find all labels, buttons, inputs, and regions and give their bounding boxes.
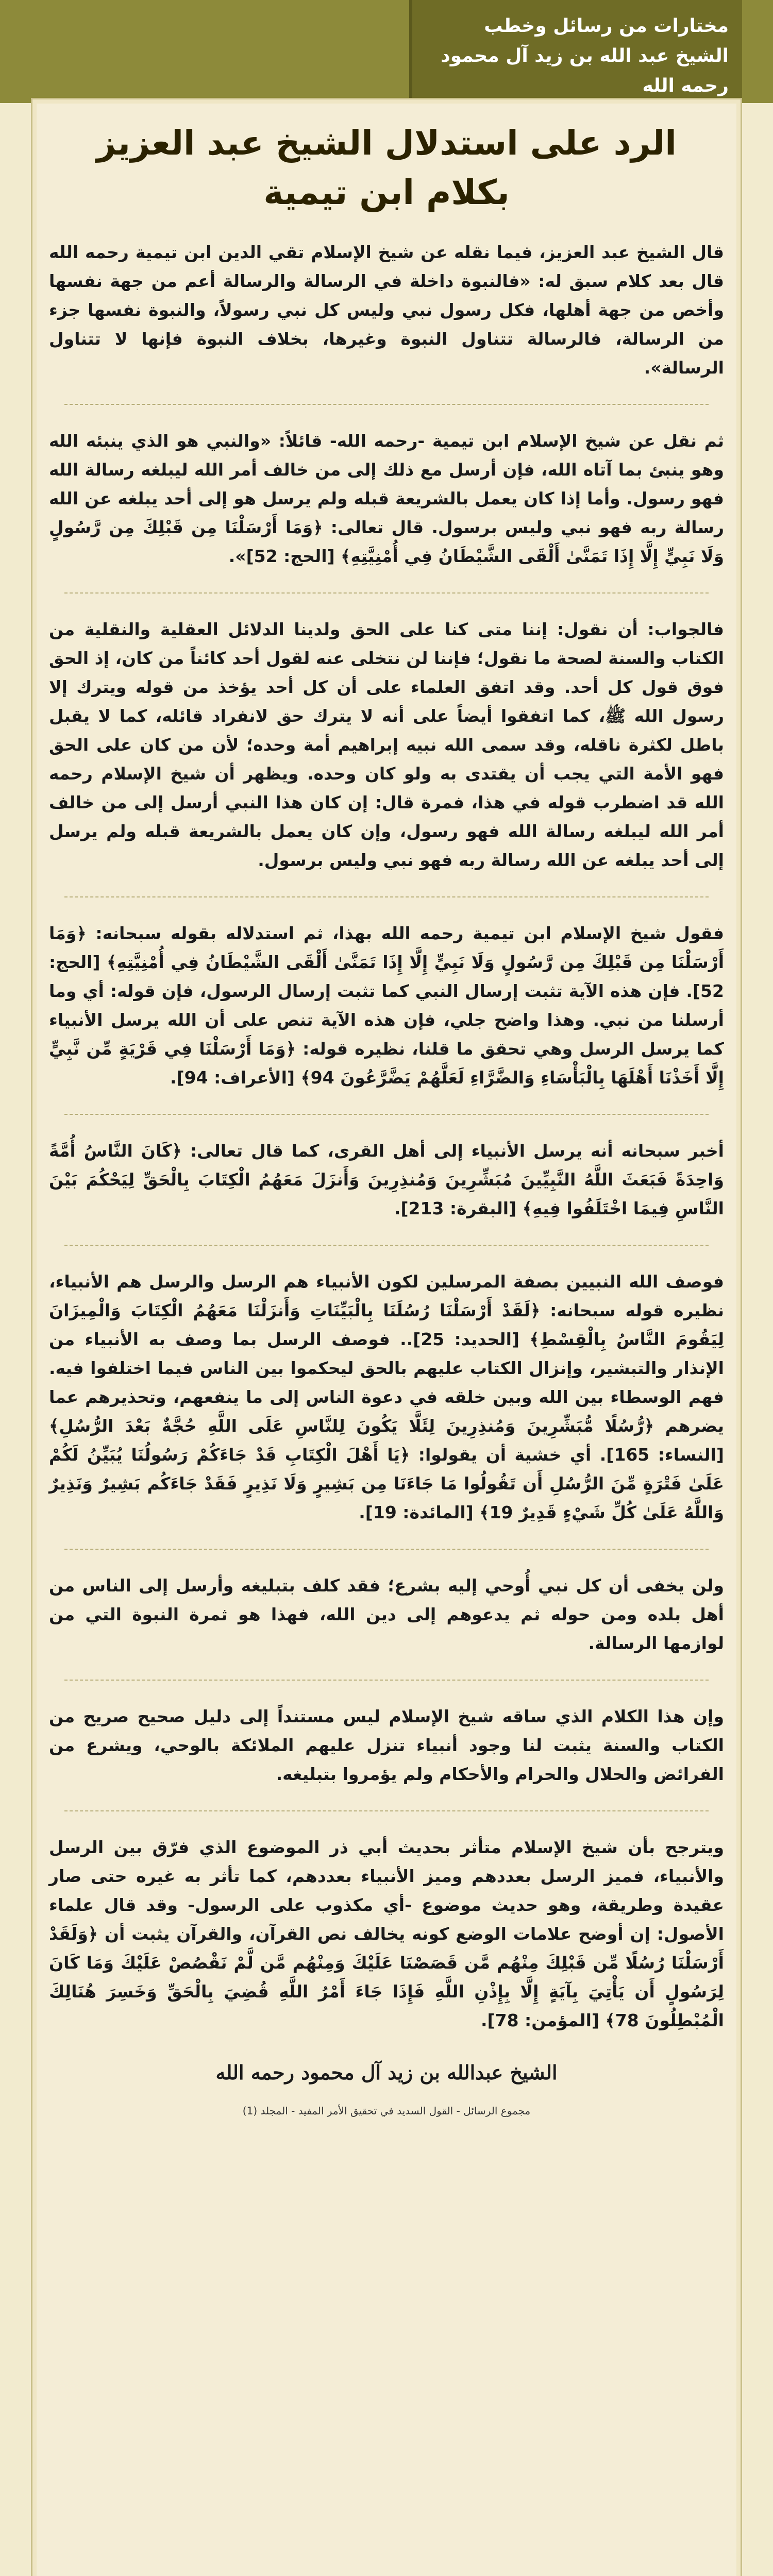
paragraph: وإن هذا الكلام الذي ساقه شيخ الإسلام ليس مستنداً إلى دليل صحيح صريح من الكتاب والسنة يثبت لنا وجود أنبياء تنزل عليهم الملائكة بالوحي، ويشرع من الفرائض والحلال والحرام والأحكام ولم يؤمروا بتبليغه. (49, 1706, 724, 1784)
article-title: الرد على استدلال الشيخ عبد العزيز بكلام ابن تيمية (96, 123, 677, 212)
paragraph: فالجواب: أن نقول: إننا متى كنا على الحق ولدينا الدلائل العقلية والنقلية من الكتاب والسنة لصحة ما نقول؛ فإننا لن نتخلى عنه لقول أحد كائناً من كان، إذ الحق فوق قول كل أحد. وقد اتفق العلماء على أن كل أحد يؤخذ من قوله ويترك إلا رسول الله ﷺ، كما اتفقوا أيضاً على أنه لا يترك حق لانفراد قائله، كما لا يقبل باطل لكثرة ناقله، وقد سمى الله نبيه إبراهيم أمة وحده؛ لأن من كان على الحق فهو الأمة التي يجب أن يقتدى به ولو كان وحده. ويظهر أن شيخ الإسلام رحمه الله قد اضطرب قوله في هذا، فمرة قال: إن كان هذا النبي أرسل إلى من خالف أمر الله ليبلغه رسالة الله فهو رسول، وإن كان يعمل بالشريعة قبله ولم يرسل إلى أحد يبلغه عن الله رسالة ربه فهو نبي وليس برسول. (49, 619, 724, 870)
source-citation: مجموع الرسائل - القول السديد في تحقيق الأمر المفيد - المجلد (1) (242, 2105, 531, 2117)
header-bar (0, 0, 773, 103)
paragraph: ويترجح بأن شيخ الإسلام متأثر بحديث أبي ذر الموضوع الذي فرّق بين الرسل والأنبياء، فميز الرسل بعددهم وميز الأنبياء بعددهم، كما تأثر به غيره حتى صار عقيدة وطريقة، وهو حديث موضوع -أي مكذوب على الرسول- وقد قال علماء الأصول: إن أوضح علامات الوضع كونه يخالف نص القرآن، والقرآن يثبت أن ﴿وَلَقَدْ أَرْسَلْنَا رُسُلًا مِّن قَبْلِكَ مِنْهُم مَّن قَصَصْنَا عَلَيْكَ وَمِنْهُم مَّن لَّمْ نَقْصُصْ عَلَيْكَ وَمَا كَانَ لِرَسُولٍ أَن يَأْتِيَ بِآيَةٍ إِلَّا بِإِذْنِ اللَّهِ فَإِذَا جَاءَ أَمْرُ اللَّهِ قُضِيَ بِالْحَقِّ وَخَسِرَ هُنَالِكَ الْمُبْطِلُونَ 78﴾ [المؤمن: 78]. (49, 1837, 724, 2030)
paragraph: أخبر سبحانه أنه يرسل الأنبياء إلى أهل القرى، كما قال تعالى: ﴿كَانَ النَّاسُ أُمَّةً وَاحِدَةً فَبَعَثَ اللَّهُ النَّبِيِّينَ مُبَشِّرِينَ وَمُنذِرِينَ وَأَنزَلَ مَعَهُمُ الْكِتَابَ بِالْحَقِّ لِيَحْكُمَ بَيْنَ النَّاسِ فِيمَا اخْتَلَفُوا فِيهِ﴾ [البقرة: 213]. (49, 1141, 724, 1218)
article-content (49, 118, 724, 2117)
divider (64, 1549, 709, 1550)
header-line-1: مختارات من رسائل وخطب (484, 15, 729, 37)
divider (64, 1245, 709, 1246)
paragraph: فقول شيخ الإسلام ابن تيمية رحمه الله بهذا، ثم استدلاله بقوله سبحانه: ﴿وَمَا أَرْسَلْنَا مِن قَبْلِكَ مِن رَّسُولٍ وَلَا نَبِيٍّ إِلَّا إِذَا تَمَنَّىٰ أَلْقَى الشَّيْطَانُ فِي أُمْنِيَّتِهِ﴾ [الحج: 52]. فإن هذه الآية تثبت إرسال النبي كما تثبت إرسال الرسول، فإن قوله: أي وما أرسلنا من نبي. وهذا واضح جلي، فإن هذه الآية تنص على أن الله يرسل الأنبياء كما يرسل الرسل وهي تحقق ما قلنا، نظيره قوله: ﴿وَمَا أَرْسَلْنَا فِي قَرْيَةٍ مِّن نَّبِيٍّ إِلَّا أَخَذْنَا أَهْلَهَا بِالْبَأْسَاءِ وَالضَّرَّاءِ لَعَلَّهُمْ يَضَّرَّعُونَ 94﴾ [الأعراف: 94]. (49, 923, 724, 1088)
divider (64, 896, 709, 897)
header-line-2: الشيخ عبد الله بن زيد آل محمود رحمه الله (441, 45, 729, 96)
divider (64, 1114, 709, 1115)
divider (64, 404, 709, 405)
paragraph: ثم نقل عن شيخ الإسلام ابن تيمية -رحمه الله- قائلاً: «والنبي هو الذي ينبئه الله وهو ينبئ بما آتاه الله، فإن أرسل مع ذلك إلى من خالف أمر الله ليبلغه رسالة الله فهو رسول. وأما إذا كان يعمل بالشريعة قبله ولم يرسل هو إلى أحد يبلغه عن الله رسالة ربه فهو نبي وليس برسول. قال تعالى: ﴿وَمَا أَرْسَلْنَا مِن قَبْلِكَ مِن رَّسُولٍ وَلَا نَبِيٍّ إِلَّا إِذَا تَمَنَّىٰ أَلْقَى الشَّيْطَانُ فِي أُمْنِيَّتِهِ﴾ [الحج: 52]». (49, 431, 724, 566)
header-text (419, 11, 729, 101)
divider (64, 1810, 709, 1811)
divider (64, 1680, 709, 1681)
author-signature: الشيخ عبدالله بن زيد آل محمود رحمه الله (215, 2061, 558, 2084)
paragraph: فوصف الله النبيين بصفة المرسلين لكون الأنبياء هم الرسل والرسل هم الأنبياء، نظيره قوله سبحانه: ﴿لَقَدْ أَرْسَلْنَا رُسُلَنَا بِالْبَيِّنَاتِ وَأَنزَلْنَا مَعَهُمُ الْكِتَابَ وَالْمِيزَانَ لِيَقُومَ النَّاسُ بِالْقِسْطِ﴾ [الحديد: 25].. فوصف الرسل بما وصف به الأنبياء من الإنذار والتبشير، وإنزال الكتاب عليهم بالحق ليحكموا بين الناس فيما اختلفوا فيه. فهم الوسطاء بين الله وبين خلقه في دعوة الناس إلى ما ينفعهم، وتحذيرهم عما يضرهم ﴿رُّسُلًا مُّبَشِّرِينَ وَمُنذِرِينَ لِئَلَّا يَكُونَ لِلنَّاسِ عَلَى اللَّهِ حُجَّةٌ بَعْدَ الرُّسُلِ﴾ [النساء: 165]. أي خشية أن يقولوا: ﴿يَا أَهْلَ الْكِتَابِ قَدْ جَاءَكُمْ رَسُولُنَا يُبَيِّنُ لَكُمْ عَلَىٰ فَتْرَةٍ مِّنَ الرُّسُلِ أَن تَقُولُوا مَا جَاءَنَا مِن بَشِيرٍ وَلَا نَذِيرٍ فَقَدْ جَاءَكُم بَشِيرٌ وَنَذِيرٌ وَاللَّهُ عَلَىٰ كُلِّ شَيْءٍ قَدِيرٌ 19﴾ [المائدة: 19]. (49, 1272, 724, 1522)
paragraph: قال الشيخ عبد العزيز، فيما نقله عن شيخ الإسلام تقي الدين ابن تيمية رحمه الله قال بعد كلام سبق له: «فالنبوة داخلة في الرسالة والرسالة أعم من جهة نفسها وأخص من جهة أهلها، فكل رسول نبي وليس كل نبي رسولاً، والنبوة نفسها جزء من الرسالة، فالرسالة تتناول النبوة وغيرها، بخلاف النبوة فإنها لا تتناول الرسالة». (49, 242, 724, 378)
paragraph: ولن يخفى أن كل نبي أُوحي إليه بشرع؛ فقد كلف بتبليغه وأرسل إلى الناس من أهل بلده ومن حوله ثم يدعوهم إلى دين الله، فهذا هو ثمرة النبوة التي من لوازمها الرسالة. (49, 1575, 724, 1653)
divider (64, 592, 709, 594)
